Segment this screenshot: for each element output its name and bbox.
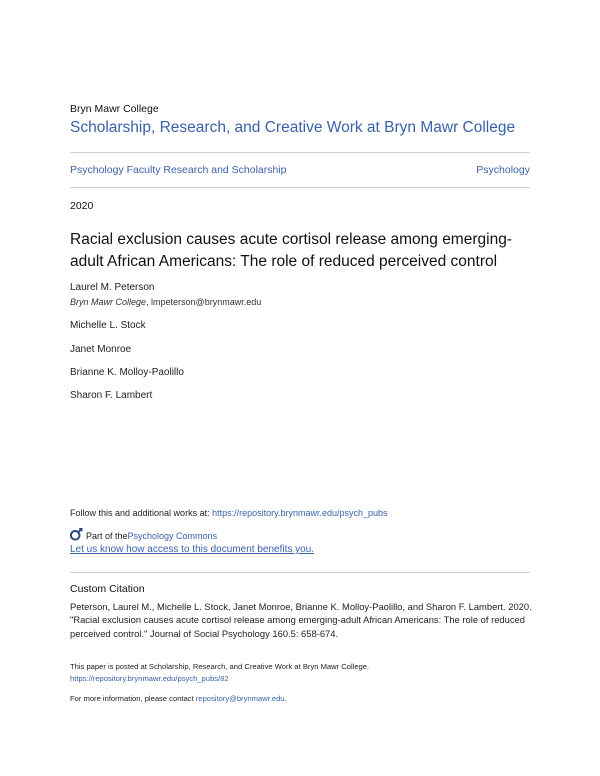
- publication-year: 2020: [70, 200, 94, 212]
- institution-name: Bryn Mawr College: [70, 103, 159, 115]
- psychology-commons-link[interactable]: Psychology Commons: [127, 530, 218, 541]
- department-link[interactable]: Psychology: [476, 164, 530, 176]
- open-access-icon: [70, 528, 83, 543]
- posted-text: This paper is posted at Scholarship, Research, and Creative Work at Bryn Mawr College.: [70, 662, 370, 671]
- contact-email-link[interactable]: repository@brynmawr.edu: [195, 694, 285, 703]
- author-name: Laurel M. Peterson: [70, 282, 155, 293]
- divider: [70, 572, 530, 573]
- author-affiliation: [70, 297, 261, 307]
- citation-text: Peterson, Laurel M., Michelle L. Stock, Janet Monroe, Brianne K. Molloy-Paolillo, and Sharon F. Lambert. 2020. "Racial exclusion causes acute cortisol release among emerging-adult African Americans: The role of reduced perceived control." Journal of Social Psychology 160.5: 658-674.: [70, 601, 532, 639]
- author-name: Janet Monroe: [70, 344, 132, 355]
- repository-title-link[interactable]: Scholarship, Research, and Creative Work at Bryn Mawr College: [70, 119, 516, 136]
- contact-end: .: [284, 694, 287, 703]
- part-of-prefix: Part of the: [86, 530, 128, 541]
- paper-title: Racial exclusion causes acute cortisol release among emerging-adult African Americans: The role of reduced perceived control: [70, 231, 512, 270]
- feedback-link[interactable]: Let us know how access to this document benefits you.: [70, 544, 315, 555]
- citation-heading: Custom Citation: [70, 583, 145, 595]
- part-of-line: [70, 528, 217, 543]
- divider: [70, 152, 530, 153]
- affiliation-institution: Bryn Mawr College: [70, 297, 147, 307]
- posted-notice: [70, 661, 369, 685]
- author-name: Michelle L. Stock: [70, 320, 146, 331]
- follow-link[interactable]: https://repository.brynmawr.edu/psych_pubs: [212, 508, 388, 518]
- contact-text: For more information, please contact: [70, 694, 196, 703]
- divider: [70, 187, 530, 188]
- author-email: , lmpeterson@brynmawr.edu: [146, 297, 262, 307]
- author-name: Brianne K. Molloy-Paolillo: [70, 367, 184, 378]
- posted-url-link[interactable]: https://repository.brynmawr.edu/psych_pubs/82: [70, 674, 229, 683]
- follow-text: Follow this and additional works at:: [70, 508, 213, 518]
- author-name: Sharon F. Lambert: [70, 390, 153, 401]
- follow-line: [70, 508, 388, 518]
- collection-link[interactable]: Psychology Faculty Research and Scholarship: [70, 164, 287, 176]
- contact-line: [70, 694, 287, 703]
